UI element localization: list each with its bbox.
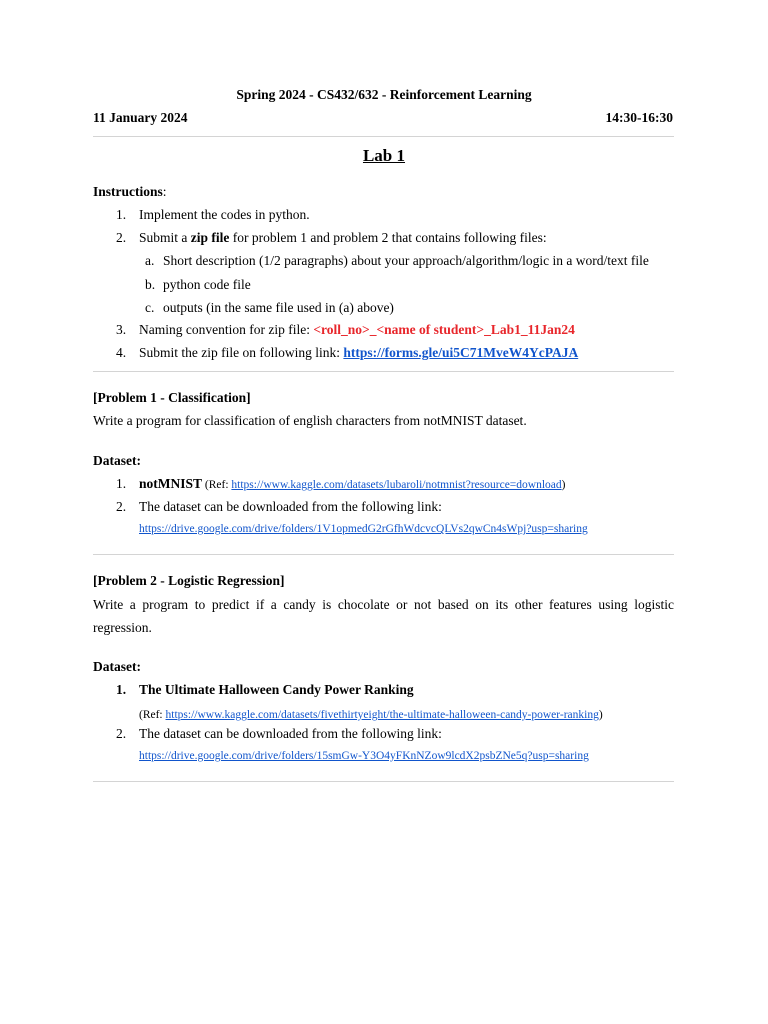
dataset-number: 1. [116, 682, 127, 697]
dataset-name: notMNIST [139, 476, 203, 491]
dataset-number: 2. [116, 499, 127, 514]
instruction-number: 2. [116, 230, 127, 245]
divider [93, 136, 674, 137]
lab-title: Lab 1 [362, 146, 406, 165]
problem2-heading: [Problem 2 - Logistic Regression] [93, 573, 285, 588]
subitem-text: Short description (1/2 paragraphs) about your approach/algorithm/logic in a word/text file [163, 253, 649, 268]
kaggle-link[interactable]: https://www.kaggle.com/datasets/lubaroli/notmnist?resource=download [231, 479, 562, 491]
instructions-label: Instructions [93, 184, 163, 199]
lab-time: 14:30-16:30 [605, 110, 673, 125]
instruction-text [139, 230, 547, 246]
subitem-text: outputs (in the same file used in (a) above) [163, 300, 394, 315]
instruction-number: 1. [116, 207, 127, 222]
problem2-description: Write a program to predict if a candy is chocolate or not based on its other features using logistic regression. [93, 597, 674, 635]
drive-link[interactable]: https://drive.google.com/drive/folders/15smGw-Y3O4yFKnNZow9lcdX2psbZNe5q?usp=sharing [139, 750, 589, 762]
course-title: Spring 2024 - CS432/632 - Reinforcement Learning [236, 87, 532, 102]
instruction-number: 3. [116, 322, 127, 337]
instruction-text [139, 322, 575, 338]
subitem-letter: a. [145, 253, 155, 268]
zip-file-emphasis: zip file [190, 230, 230, 245]
dataset-ref [139, 706, 603, 722]
subitem-text: python code file [163, 277, 251, 292]
ref-suffix: ) [598, 709, 603, 721]
problem1-heading: [Problem 1 - Classification] [93, 390, 251, 405]
naming-convention: <roll_no>_<name of student>_Lab1_11Jan24 [313, 322, 575, 337]
instruction-text-pre: Submit the zip file on following link: [139, 345, 344, 360]
instruction-text-post: for problem 1 and problem 2 that contains following files: [229, 230, 547, 245]
subitem-letter: b. [145, 277, 156, 292]
divider [93, 554, 674, 555]
ref-prefix: (Ref: [139, 709, 166, 721]
instruction-text [139, 345, 578, 361]
drive-link[interactable]: https://drive.google.com/drive/folders/1V1opmedG2rGfhWdcvcQLVs2qwCn4sWpj?usp=sharing [139, 523, 588, 535]
instruction-number: 4. [116, 345, 127, 360]
ref-suffix: ) [561, 479, 566, 491]
instructions-heading [93, 184, 167, 200]
instruction-text-pre: Naming convention for zip file: [139, 322, 314, 337]
problem1-dataset-heading: Dataset: [93, 453, 141, 468]
problem2-dataset-heading: Dataset: [93, 659, 141, 674]
kaggle-link[interactable]: https://www.kaggle.com/datasets/fivethirtyeight/the-ultimate-halloween-candy-power-ranking [165, 709, 599, 721]
dataset-number: 2. [116, 726, 127, 741]
instruction-text-pre: Submit a [139, 230, 191, 245]
dataset-download-text: The dataset can be downloaded from the following link: [139, 499, 442, 514]
dataset-item [139, 476, 565, 492]
ref-prefix: (Ref: [202, 479, 232, 491]
submission-link[interactable]: https://forms.gle/ui5C71MveW4YcPAJA [343, 345, 579, 360]
problem1-description: Write a program for classification of english characters from notMNIST dataset. [93, 413, 527, 428]
instructions-colon: : [162, 184, 167, 199]
dataset-name: The Ultimate Halloween Candy Power Ranking [139, 682, 414, 697]
divider [93, 371, 674, 372]
divider [93, 781, 674, 782]
lab-date: 11 January 2024 [93, 110, 188, 125]
dataset-download-text: The dataset can be downloaded from the following link: [139, 726, 442, 741]
instruction-text: Implement the codes in python. [139, 207, 310, 222]
dataset-number: 1. [116, 476, 127, 491]
subitem-letter: c. [145, 300, 155, 315]
